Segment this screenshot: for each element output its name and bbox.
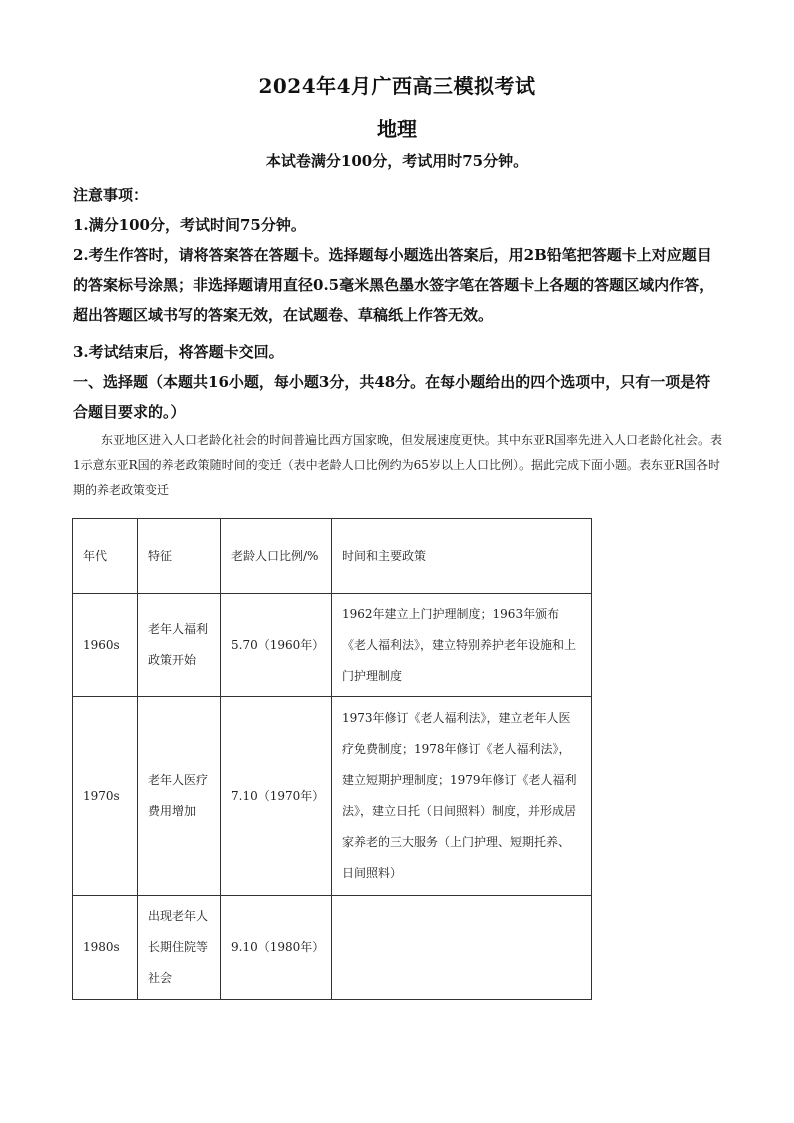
policy-table	[72, 518, 592, 1000]
cell-policy: 1973年修订《老人福利法》，建立老年人医疗免费制度；1978年修订《老人福利法》，建立短期护理制度；1979年修订《老人福利法》，建立日托（日间照料）制度，并形成居家养老的三大服务（上门护理、短期托养、日间照料）	[332, 697, 592, 896]
cell-ratio: 5.70（1960年）	[221, 594, 332, 697]
table-row	[73, 896, 592, 1000]
question-intro: 东亚地区进入人口老龄化社会的时间普遍比西方国家晚，但发展速度更快。其中东亚R国率先进入人口老龄化社会。表1示意东亚R国的养老政策随时间的变迁（表中老龄人口比例约为65岁以上人口比例）。据此完成下面小题。表东亚R国各时期的养老政策变迁	[73, 433, 723, 497]
notice-item-1: 1.满分100分，考试时间75分钟。	[73, 216, 306, 234]
cell-decade: 1980s	[73, 896, 138, 1000]
notice-heading: 注意事项：	[73, 186, 149, 204]
header-decade: 年代	[73, 519, 138, 594]
header-policy: 时间和主要政策	[332, 519, 592, 594]
cell-feature: 老年人福利政策开始	[138, 594, 221, 697]
cell-decade: 1970s	[73, 697, 138, 896]
cell-feature: 老年人医疗费用增加	[138, 697, 221, 896]
cell-ratio: 7.10（1970年）	[221, 697, 332, 896]
notice-item-3: 3.考试结束后，将答题卡交回。	[73, 343, 284, 361]
exam-title: 2024年4月广西高三模拟考试	[258, 74, 536, 98]
cell-policy: 1962年建立上门护理制度；1963年颁布《老人福利法》，建立特别养护老年设施和上门护理制度	[332, 594, 592, 697]
notice-item-2: 2.考生作答时，请将答案答在答题卡。选择题每小题选出答案后，用2B铅笔把答题卡上对应题目的答案标号涂黑；非选择题请用直径0.5毫米黑色墨水签字笔在答题卡上各题的答题区域内作答，超出答题区域书写的答案无效，在试题卷、草稿纸上作答无效。	[73, 246, 715, 324]
table-row	[73, 594, 592, 697]
cell-policy	[332, 896, 592, 1000]
cell-decade: 1960s	[73, 594, 138, 697]
cell-ratio: 9.10（1980年）	[221, 896, 332, 1000]
cell-feature: 出现老年人长期住院等社会	[138, 896, 221, 1000]
header-ratio: 老龄人口比例/%	[221, 519, 332, 594]
header-feature: 特征	[138, 519, 221, 594]
exam-score-note: 本试卷满分100分，考试用时75分钟。	[265, 152, 529, 170]
table-header-row	[73, 519, 592, 594]
section-heading: 一、选择题（本题共16小题，每小题3分，共48分。在每小题给出的四个选项中，只有一项是符合题目要求的。）	[73, 373, 711, 421]
table-row	[73, 697, 592, 896]
subject-title: 地理	[377, 117, 417, 141]
